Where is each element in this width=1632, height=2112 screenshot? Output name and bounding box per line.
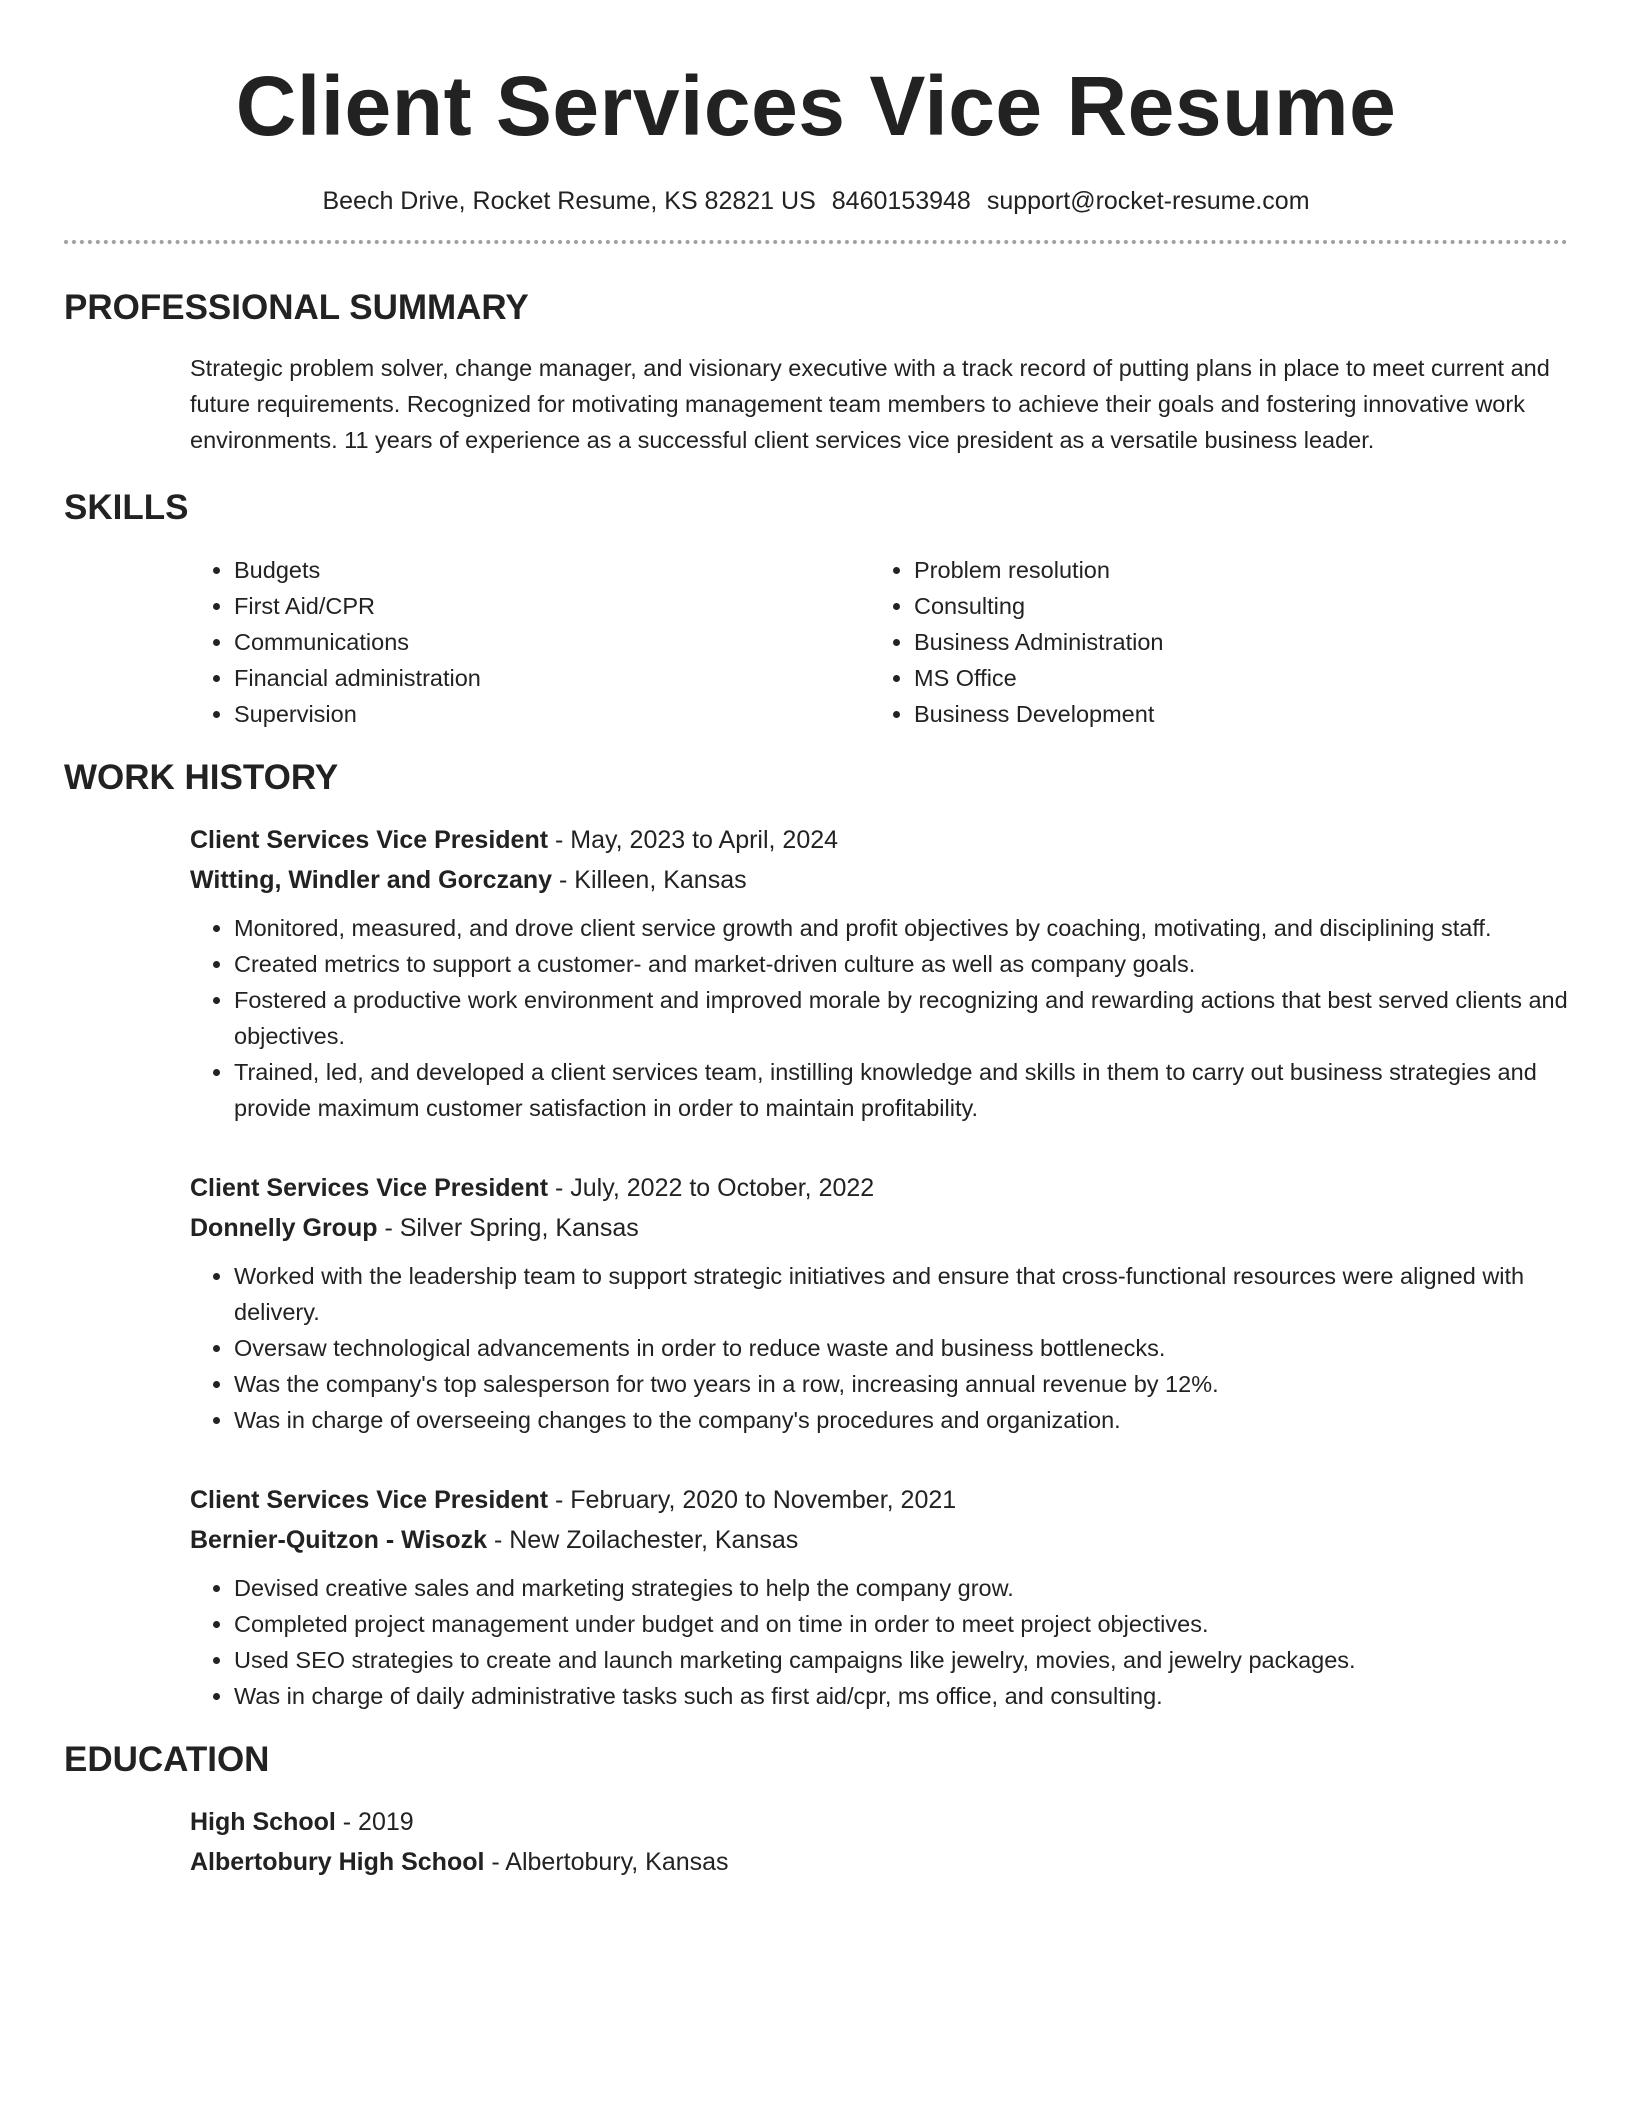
skill-item: • Business Administration: [914, 624, 1550, 660]
job-company-line: [190, 860, 1568, 900]
education-school-line: [190, 1842, 1568, 1882]
job-company: Bernier-Quitzon - Wisozk: [190, 1526, 488, 1554]
resume-page: [64, 0, 1568, 1882]
education-degree-line: [190, 1802, 1568, 1842]
education-heading: EDUCATION: [64, 1740, 270, 1779]
job-company-line: [190, 1520, 1568, 1560]
job-entry: [190, 1168, 1568, 1438]
job-title: Client Services Vice President: [190, 1174, 549, 1202]
skill-item: • First Aid/CPR: [234, 588, 870, 624]
skill-item: • Problem resolution: [914, 552, 1550, 588]
contact-address: Beech Drive, Rocket Resume, KS 82821 US: [322, 187, 816, 215]
contact-phone: 8460153948: [831, 187, 971, 215]
job-location: - Killeen, Kansas: [552, 866, 747, 894]
job-bullet: • Trained, led, and developed a client services team, instilling knowledge and skills in them to carry out business strategies and provide maximum customer satisfaction in order to maintain profitability.: [234, 1054, 1568, 1126]
job-bullets: [190, 1570, 1568, 1714]
skills-heading: SKILLS: [64, 488, 189, 527]
summary-text: Strategic problem solver, change manager, and visionary executive with a track record of putting plans in place to meet current and future requirements. Recognized for motivating management team members to achieve their goals and fostering innovative work environments. 11 years of experience as a successful client services vice president as a versatile business leader.: [190, 355, 1550, 453]
job-bullet: • Created metrics to support a customer- and market-driven culture as well as company goals.: [234, 946, 1568, 982]
job-bullet: • Was the company's top salesperson for two years in a row, increasing annual revenue by 12%.: [234, 1366, 1568, 1402]
education-location: - Albertobury, Kansas: [484, 1848, 729, 1876]
skill-item: • Budgets: [234, 552, 870, 588]
education-year: - 2019: [335, 1808, 414, 1836]
job-entry: [190, 1480, 1568, 1714]
header-divider: [64, 240, 1568, 244]
job-bullet: • Worked with the leadership team to support strategic initiatives and ensure that cross-functional resources were aligned with delivery.: [234, 1258, 1568, 1330]
education-entry: [190, 1802, 1568, 1882]
job-title-line: [190, 820, 1568, 860]
job-dates: - July, 2022 to October, 2022: [548, 1174, 875, 1202]
job-bullet: • Completed project management under budget and on time in order to meet project objectives.: [234, 1606, 1568, 1642]
job-bullet: • Devised creative sales and marketing strategies to help the company grow.: [234, 1570, 1568, 1606]
skill-item: • Consulting: [914, 588, 1550, 624]
job-company: Witting, Windler and Gorczany: [190, 866, 553, 894]
skill-item: • MS Office: [914, 660, 1550, 696]
job-bullet: • Oversaw technological advancements in order to reduce waste and business bottlenecks.: [234, 1330, 1568, 1366]
work-history-heading: WORK HISTORY: [64, 758, 339, 797]
job-company-line: [190, 1208, 1568, 1248]
job-title: Client Services Vice President: [190, 1486, 549, 1514]
contact-email: support@rocket-resume.com: [986, 187, 1310, 215]
skill-item: • Business Development: [914, 696, 1550, 732]
job-bullet: • Used SEO strategies to create and launch marketing campaigns like jewelry, movies, and jewelry packages.: [234, 1642, 1568, 1678]
resume-title: Client Services Vice Resume: [235, 59, 1397, 153]
job-company: Donnelly Group: [190, 1214, 378, 1242]
skill-item: • Supervision: [234, 696, 870, 732]
skills-column-left: [190, 552, 870, 732]
job-dates: - May, 2023 to April, 2024: [548, 826, 839, 854]
job-bullet: • Fostered a productive work environment and improved morale by recognizing and rewarding actions that best served clients and objectives.: [234, 982, 1568, 1054]
education-school: Albertobury High School: [190, 1848, 485, 1876]
job-entry: [190, 820, 1568, 1126]
job-bullet: • Was in charge of overseeing changes to the company's procedures and organization.: [234, 1402, 1568, 1438]
skills-column-right: [870, 552, 1550, 732]
skill-item: • Communications: [234, 624, 870, 660]
education-degree: High School: [190, 1808, 336, 1836]
job-bullet: • Was in charge of daily administrative tasks such as first aid/cpr, ms office, and consulting.: [234, 1678, 1568, 1714]
job-title: Client Services Vice President: [190, 826, 549, 854]
contact-line: [64, 184, 1568, 218]
job-dates: - February, 2020 to November, 2021: [548, 1486, 957, 1514]
job-bullets: [190, 1258, 1568, 1438]
job-bullets: [190, 910, 1568, 1126]
job-title-line: [190, 1168, 1568, 1208]
job-title-line: [190, 1480, 1568, 1520]
job-location: - Silver Spring, Kansas: [377, 1214, 639, 1242]
summary-heading: PROFESSIONAL SUMMARY: [64, 288, 529, 327]
skills-list: [190, 552, 1568, 732]
job-bullet: • Monitored, measured, and drove client service growth and profit objectives by coaching, motivating, and disciplining staff.: [234, 910, 1568, 946]
skill-item: • Financial administration: [234, 660, 870, 696]
job-location: - New Zoilachester, Kansas: [487, 1526, 799, 1554]
